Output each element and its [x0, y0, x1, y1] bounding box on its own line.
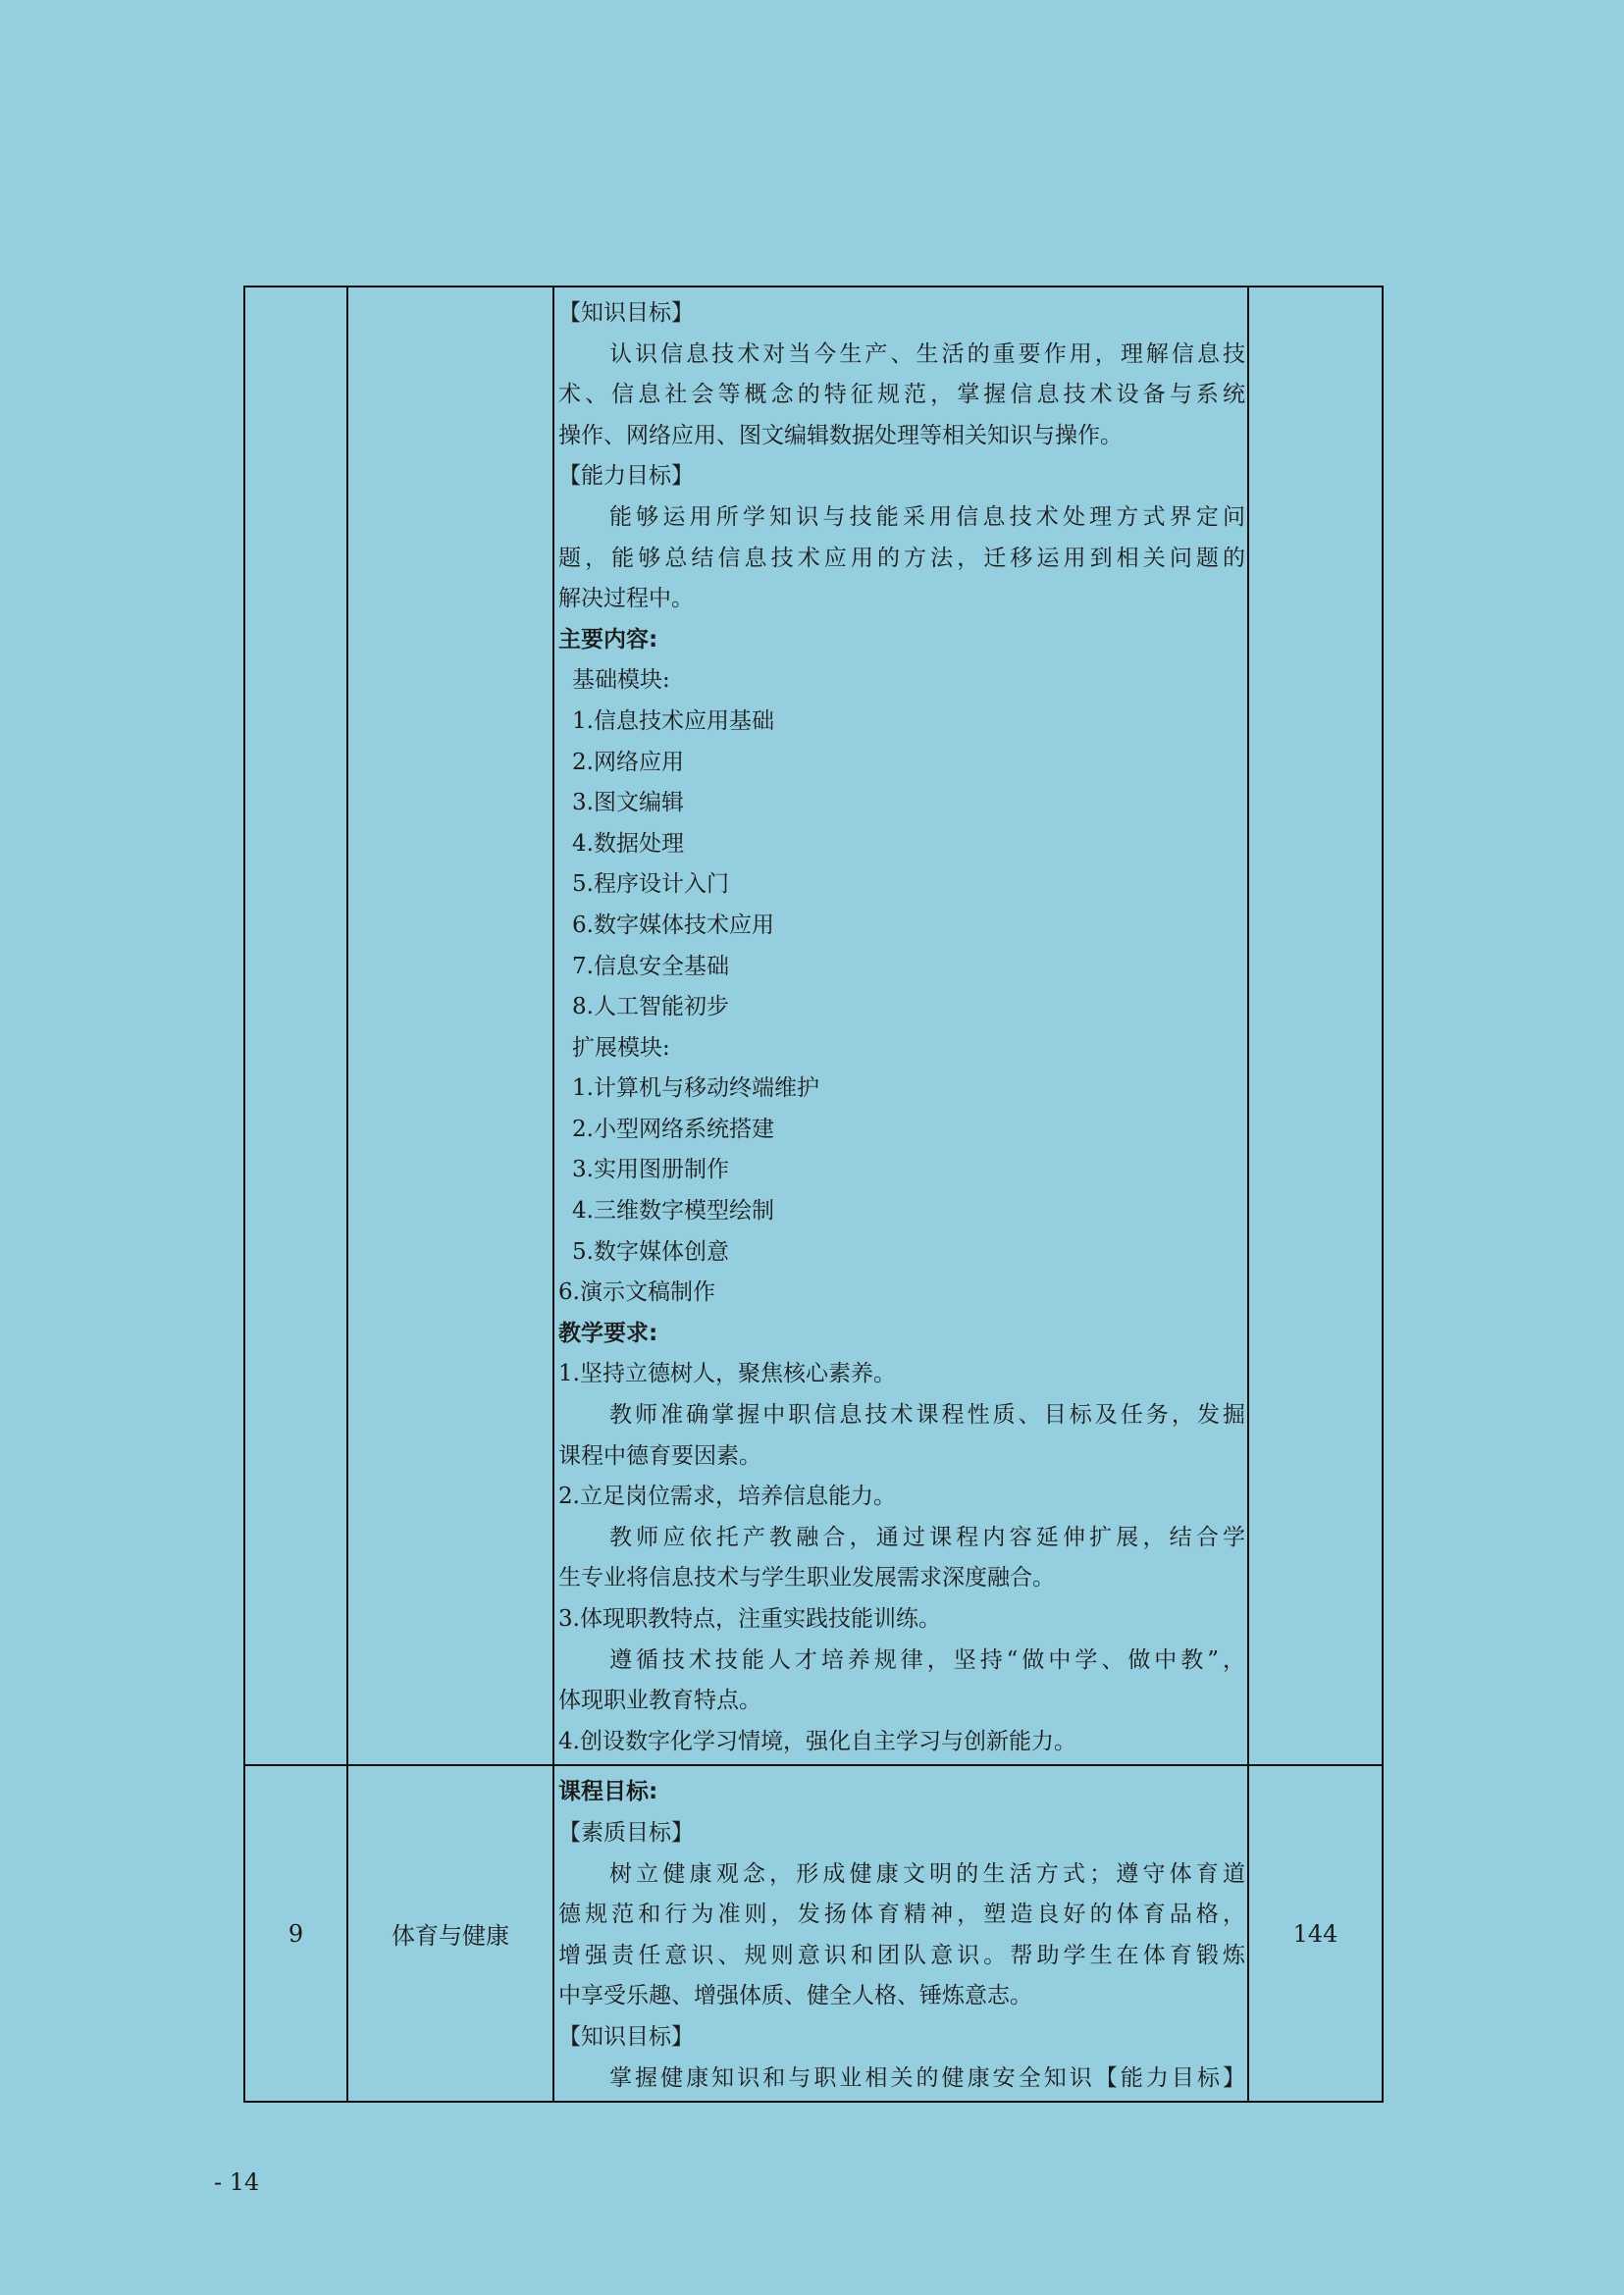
section-heading: 课程目标:: [558, 1779, 658, 1805]
content-line: 解决过程中。: [558, 586, 694, 612]
content-line: 扩展模块:: [572, 1034, 670, 1061]
content-line: 树立健康观念，形成健康文明的生活方式；遵守体育道: [609, 1860, 1245, 1887]
table-row: [244, 287, 1383, 1765]
course-hours-cell: [1248, 287, 1383, 1765]
list-item: 7.信息安全基础: [572, 953, 729, 979]
content-line: 教师准确掌握中职信息技术课程性质、目标及任务，发掘: [609, 1402, 1245, 1429]
content-line: 课程中德育要因素。: [558, 1442, 761, 1469]
content-line: 德规范和行为准则，发扬体育精神，塑造良好的体育品格，: [558, 1902, 1245, 1928]
course-content-cell: [553, 1765, 1248, 2102]
list-item: 1.信息技术应用基础: [572, 707, 774, 734]
content-line: 【知识目标】: [558, 300, 694, 326]
list-item: 1.计算机与移动终端维护: [572, 1075, 819, 1102]
content-line: 【素质目标】: [558, 1819, 694, 1846]
content-line: 3.体现职教特点，注重实践技能训练。: [558, 1606, 941, 1632]
course-name-cell: [347, 287, 553, 1765]
list-item: 4.三维数字模型绘制: [572, 1198, 774, 1225]
list-item: 6.数字媒体技术应用: [572, 912, 774, 938]
course-content-cell: [553, 287, 1248, 1765]
list-item: 2.小型网络系统搭建: [572, 1116, 774, 1142]
content-line: 基础模块:: [572, 667, 670, 694]
list-item: 5.数字媒体创意: [572, 1238, 729, 1265]
course-content: [554, 287, 1247, 1764]
content-line: 教师应依托产教融合，通过课程内容延伸扩展，结合学: [609, 1524, 1245, 1550]
content-line: 能够运用所学知识与技能采用信息技术处理方式界定问: [609, 503, 1245, 530]
list-item: 2.网络应用: [572, 749, 684, 775]
course-content: [554, 1766, 1247, 2101]
course-table: [243, 286, 1384, 2103]
content-line: 4.创设数字化学习情境，强化自主学习与创新能力。: [558, 1728, 1076, 1754]
content-line: 掌握健康知识和与职业相关的健康安全知识【能力目标】: [609, 2064, 1245, 2091]
content-line: 中享受乐趣、增强体质、健全人格、锤炼意志。: [558, 1983, 1032, 2009]
list-item: 3.实用图册制作: [572, 1157, 729, 1183]
content-line: 增强责任意识、规则意识和团队意识。帮助学生在体育锻炼: [558, 1942, 1245, 1968]
course-hours-cell: 144: [1248, 1765, 1383, 2102]
content-line: 操作、网络应用、图文编辑数据处理等相关知识与操作。: [558, 422, 1123, 448]
list-item: 8.人工智能初步: [572, 994, 729, 1020]
page-number: - 14: [214, 2168, 260, 2196]
section-heading: 教学要求:: [558, 1320, 658, 1346]
content-line: 体现职业教育特点。: [558, 1688, 761, 1714]
course-number-cell: 9: [244, 1765, 347, 2102]
content-line: 遵循技术技能人才培养规律，坚持“做中学、做中教”，: [609, 1646, 1245, 1673]
course-name-cell: 体育与健康: [347, 1765, 553, 2102]
list-item: 4.数据处理: [572, 830, 684, 857]
content-line: 题，能够总结信息技术应用的方法，迁移运用到相关问题的: [558, 545, 1245, 571]
course-number-cell: [244, 287, 347, 1765]
content-line: 【能力目标】: [558, 463, 694, 490]
content-line: 1.坚持立德树人，聚焦核心素养。: [558, 1361, 896, 1387]
list-item: 3.图文编辑: [572, 790, 684, 816]
content-line: 认识信息技术对当今生产、生活的重要作用，理解信息技: [609, 340, 1245, 367]
content-line: 2.立足岗位需求，培养信息能力。: [558, 1484, 896, 1510]
content-line: 术、信息社会等概念的特征规范，掌握信息技术设备与系统: [558, 382, 1245, 408]
list-item: 5.程序设计入门: [572, 871, 729, 898]
list-item: 6.演示文稿制作: [558, 1279, 715, 1306]
content-line: 生专业将信息技术与学生职业发展需求深度融合。: [558, 1565, 1055, 1591]
content-line: 【知识目标】: [558, 2023, 694, 2050]
section-heading: 主要内容:: [558, 626, 658, 652]
table-row: [244, 1765, 1383, 2102]
